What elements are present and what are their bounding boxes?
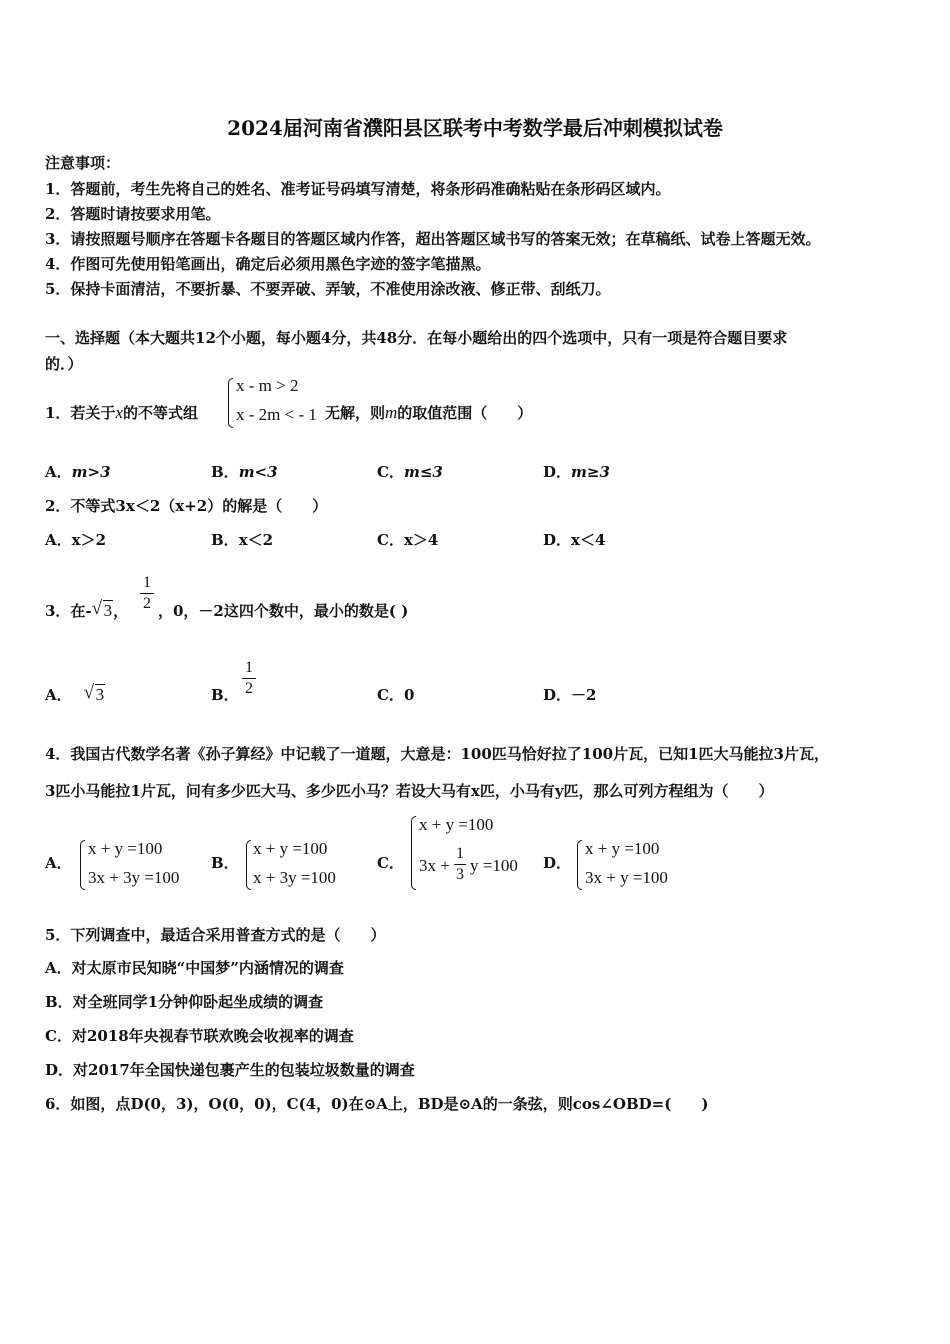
q4-option-c-label: C． xyxy=(377,854,404,872)
q4-option-d-eq2: 3x + y =100 xyxy=(585,868,668,887)
q1-inequality-1: x - m > 2 xyxy=(236,376,299,395)
q3-fraction: 1 2 xyxy=(140,574,154,613)
q2-option-d: D．x＜4 xyxy=(543,531,606,549)
q1-option-a: A．m>3 xyxy=(45,463,111,481)
q6-stem: 6．如图，点D(0，3)，O(0，0)，C(4，0)在⊙A上，BD是⊙A的一条弦，则cos∠OBD=( ) xyxy=(45,1095,709,1113)
q4-option-b-eq1: x + y =100 xyxy=(253,839,328,858)
notice-heading: 注意事项： xyxy=(45,154,121,172)
q1-var: x xyxy=(115,403,123,422)
q1-mid: 的不等式组 xyxy=(122,404,198,422)
q4-line2: 3匹小马能拉1片瓦，问有多少匹大马、多少匹小马？若设大马有x匹，小马有y匹，那么可列方程组为（ ） xyxy=(45,782,774,800)
notice-item: 1．答题前，考生先将自己的姓名、准考证号码填写清楚，将条形码准确粘贴在条形码区域内。 xyxy=(45,180,671,198)
q5-option-b: B．对全班同学1分钟仰卧起坐成绩的调查 xyxy=(45,993,324,1011)
q3-option-b-fraction: 1 2 xyxy=(242,659,256,698)
page-title: 2024届河南省濮阳县区联考中考数学最后冲刺模拟试卷 xyxy=(227,116,723,140)
q1-option-b: B．m<3 xyxy=(211,463,278,481)
q5-option-a: A．对太原市民知晓“中国梦”内涵情况的调查 xyxy=(45,959,344,977)
notice-item: 5．保持卡面清洁，不要折暴、不要弄破、弄皱，不准使用涂改液、修正带、刮纸刀。 xyxy=(45,280,611,298)
q1-suffix2: 的取值范围（ ） xyxy=(397,404,533,422)
q4-option-d-eq1: x + y =100 xyxy=(585,839,660,858)
notice-item: 4．作图可先使用铅笔画出，确定后必须用黑色字迹的签字笔描黑。 xyxy=(45,255,491,273)
q1-option-c: C．m≤3 xyxy=(377,463,443,481)
q1-option-d: D．m≥3 xyxy=(543,463,610,481)
notice-item: 3．请按照题号顺序在答题卡各题目的答题区域内作答，超出答题区域书写的答案无效；在草稿纸、试卷上答题无效。 xyxy=(45,230,821,248)
notice-item: 2．答题时请按要求用笔。 xyxy=(45,205,221,223)
q3-sqrt: √ 3 xyxy=(91,598,113,620)
q1-var2: m xyxy=(385,403,398,422)
q4-option-d-label: D． xyxy=(543,854,572,872)
q4-option-b-brace xyxy=(246,840,251,890)
q4-option-c-eq2b: y =100 xyxy=(470,856,518,875)
q1-inequality-2: x - 2m < - 1 xyxy=(236,405,317,424)
q3-option-d: D．－2 xyxy=(543,686,597,704)
q3-option-a: A． √ 3 xyxy=(45,682,105,704)
q1-prefix: 1．若关于 xyxy=(45,404,116,422)
q4-option-b-label: B． xyxy=(211,854,239,872)
q5-option-d: D．对2017年全国快递包裹产生的包装垃圾数量的调查 xyxy=(45,1061,415,1079)
section-heading-cont: 的．） xyxy=(45,355,83,373)
q4-option-c-eq2a: 3x + xyxy=(419,856,450,875)
q4-option-a-eq1: x + y =100 xyxy=(88,839,163,858)
section-heading: 一、选择题（本大题共12个小题，每小题4分，共48分．在每小题给出的四个选项中，只有一项是符合题目要求 xyxy=(45,329,788,347)
q3-suffix: ，0，－2这四个数中，最小的数是( ) xyxy=(158,602,409,620)
q4-option-b-eq2: x + 3y =100 xyxy=(253,868,336,887)
q2-option-a: A．x＞2 xyxy=(45,531,107,549)
q1-suffix1: 无解，则 xyxy=(325,404,386,422)
q2-option-c: C．x＞4 xyxy=(377,531,439,549)
q5-option-c: C．对2018年央视春节联欢晚会收视率的调查 xyxy=(45,1027,354,1045)
q5-stem: 5．下列调查中，最适合采用普查方式的是（ ） xyxy=(45,926,386,944)
q4-option-c-eq1: x + y =100 xyxy=(419,815,494,834)
q4-option-a-eq2: 3x + 3y =100 xyxy=(88,868,180,887)
q3-option-b: B． xyxy=(211,686,239,704)
q4-option-a-label: A． xyxy=(45,854,72,872)
q4-option-a-brace xyxy=(80,840,85,890)
q4-option-c-brace xyxy=(411,816,416,890)
q2-option-b: B．x＜2 xyxy=(211,531,274,549)
q4-option-c-fraction: 1 3 xyxy=(456,845,464,883)
q4-option-d-brace xyxy=(577,840,582,890)
q3-option-c: C．0 xyxy=(377,686,415,704)
q4-line1: 4．我国古代数学名著《孙子算经》中记载了一道题，大意是：100匹马恰好拉了100片瓦，已知1匹大马能拉3片瓦， xyxy=(45,745,829,763)
q3-prefix: 3．在- xyxy=(45,602,92,620)
q2-stem: 2．不等式3x＜2（x+2）的解是（ ） xyxy=(45,497,328,515)
q1-brace xyxy=(228,378,233,428)
